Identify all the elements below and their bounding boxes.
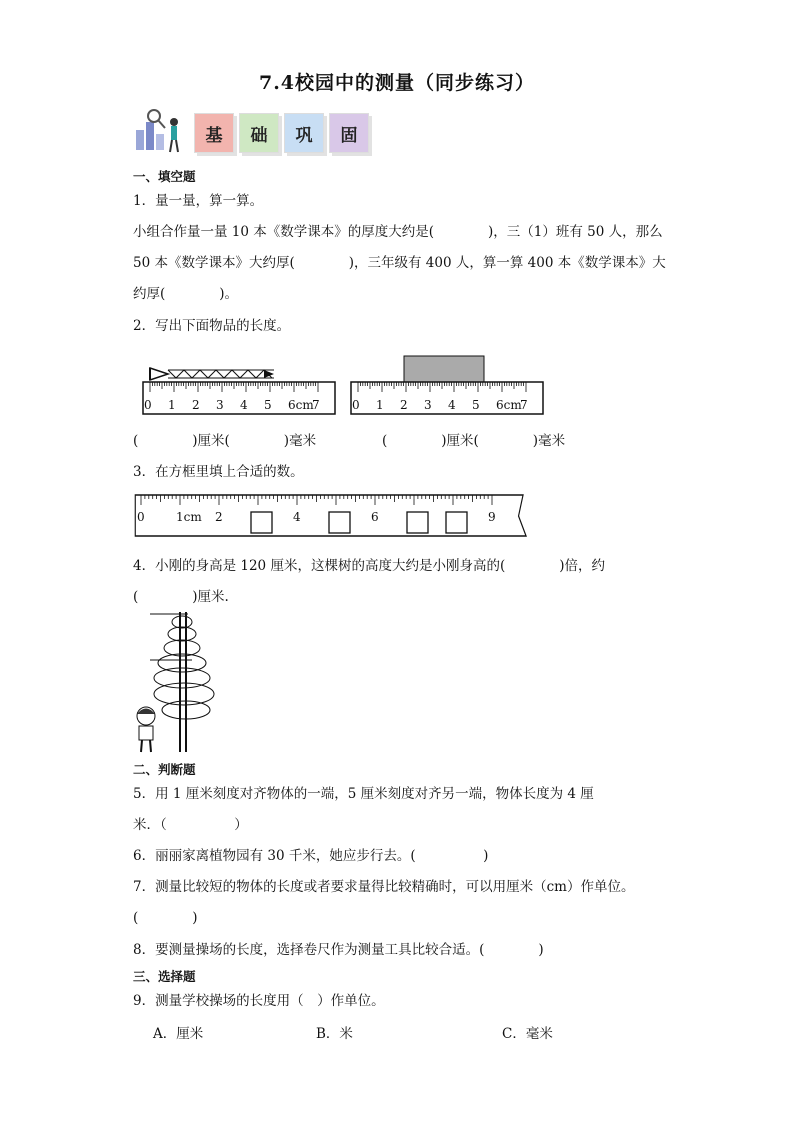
q2-answer-right: ( )厘米( )毫米 [382,433,566,449]
q9-option-c[interactable]: C．毫米 [502,1026,553,1042]
banner-tile-2: 础 [239,113,279,153]
ruler-right-label-6: 6cm [496,398,522,412]
q5-line-1: 5．用 1 厘米刻度对齐物体的一端，5 厘米刻度对齐另一端，物体长度为 4 厘 [133,786,594,802]
ruler-right-label-4: 4 [448,398,456,412]
page-title: 7.4校园中的测量（同步练习） [258,72,536,94]
tree-and-boy-illustration [132,608,222,756]
q3-ruler-label-2: 2 [215,510,223,524]
q6: 6．丽丽家离植物园有 30 千米，她应步行去。( ) [133,848,489,864]
ruler-left-label-0: 0 [144,398,152,412]
q3-ruler-label-5: 9 [488,510,496,524]
q2-head: 2．写出下面物品的长度。 [133,318,291,334]
q1-line-2: 50 本《数学课本》大约厚( )，三年级有 400 人，算一算 400 本《数学课本》大 [133,255,666,271]
q1-line-3: 约厚( )。 [133,286,239,302]
q3-ruler-label-3: 4 [293,510,301,524]
q1-line-1: 小组合作量一量 10 本《数学课本》的厚度大约是( )，三（1）班有 50 人，那么 [133,224,663,240]
boy-icon [137,707,155,752]
ruler-left-label-6: 6cm [288,398,314,412]
section-heading-judge: 二、判断题 [133,762,196,777]
gray-block [404,356,484,382]
q9-head: 9．测量学校操场的长度用（ ）作单位。 [133,993,385,1009]
banner-tile-1: 基 [194,113,234,153]
q7-line-1: 7．测量比较短的物体的长度或者要求量得比较精确时，可以用厘米（cm）作单位。 [133,879,635,895]
ruler-right-label-0: 0 [352,398,360,412]
section-heading-fill: 一、填空题 [133,169,196,184]
q1-head: 1．量一量，算一算。 [133,193,264,209]
ruler-left-label-2: 2 [192,398,200,412]
ruler-left-label-4: 4 [240,398,248,412]
q3-head: 3．在方框里填上合适的数。 [133,464,304,480]
ruler-right-label-7: 7 [520,398,528,412]
q3-ruler-label-1: 1cm [176,510,202,524]
banner-tile-3: 巩 [284,113,324,153]
q5-line-2: 米．（ ） [133,817,248,833]
learner-icon [132,108,187,158]
ruler-left-label-7: 7 [312,398,320,412]
q7-line-2: ( ) [133,910,198,926]
q9-option-a[interactable]: A．厘米 [153,1026,204,1042]
ruler-right-label-1: 1 [376,398,384,412]
section-heading-choice: 三、选择题 [133,969,196,984]
ruler-right-label-3: 3 [424,398,432,412]
screw-icon [150,368,274,380]
q3-ruler-label-4: 6 [371,510,379,524]
q9-option-b[interactable]: B．米 [316,1026,353,1042]
q3-ruler-label-0: 0 [137,510,145,524]
ruler-left-label-5: 5 [264,398,272,412]
ruler-left-label-1: 1 [168,398,176,412]
q2-answer-left: ( )厘米( )毫米 [133,433,317,449]
banner-tile-4: 固 [329,113,369,153]
ruler-right-label-2: 2 [400,398,408,412]
q8: 8．要测量操场的长度，选择卷尺作为测量工具比较合适。( ) [133,942,544,958]
q4-line-2: ( )厘米. [133,589,229,605]
ruler-right-label-5: 5 [472,398,480,412]
section-banner [132,108,392,158]
q4-line-1: 4．小刚的身高是 120 厘米，这棵树的高度大约是小刚身高的( )倍，约 [133,558,605,574]
ruler-left-label-3: 3 [216,398,224,412]
